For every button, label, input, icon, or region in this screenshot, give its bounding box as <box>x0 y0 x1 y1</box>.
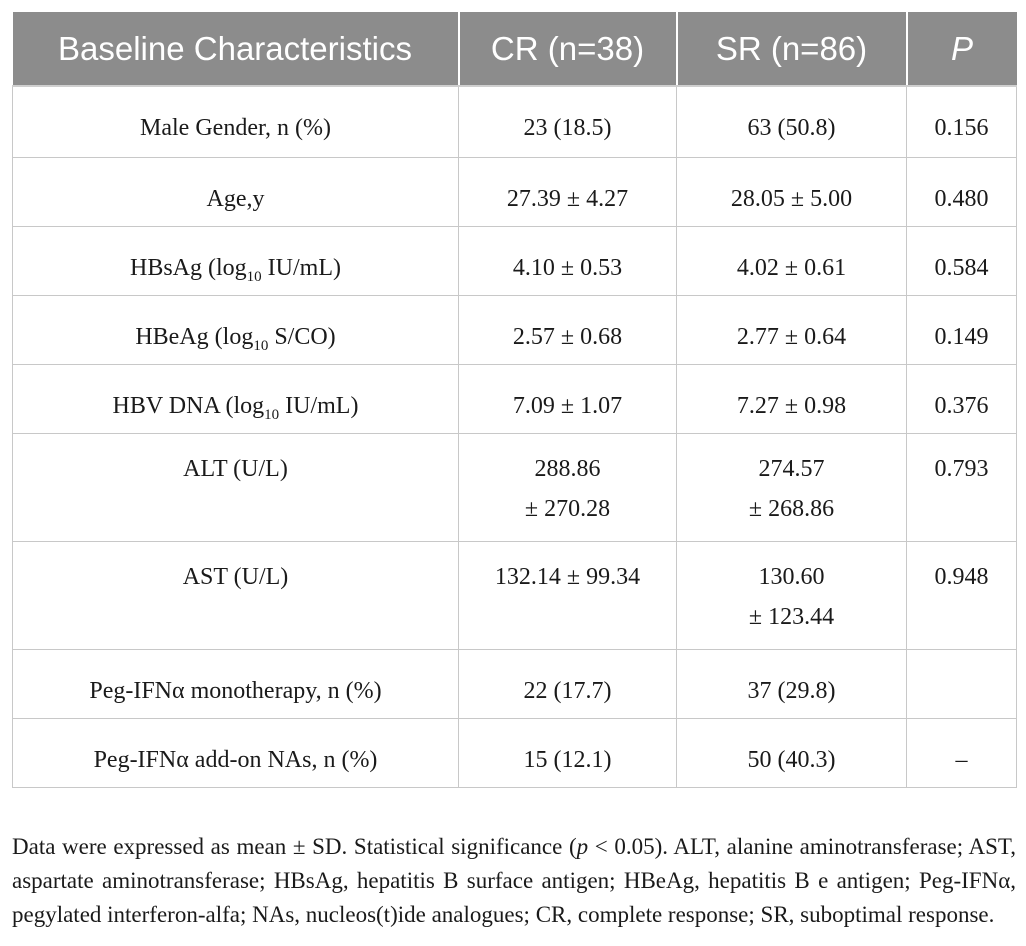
cr-value: 23 (18.5) <box>459 86 677 157</box>
cr-value: 7.09 ± 1.07 <box>459 364 677 433</box>
cr-value: 4.10 ± 0.53 <box>459 226 677 295</box>
table-row <box>13 364 1017 433</box>
row-label-unit: IU/mL) <box>261 254 341 281</box>
header-sr: SR (n=86) <box>677 12 907 86</box>
p-value: 0.948 <box>907 541 1017 649</box>
p-value: 0.480 <box>907 157 1017 226</box>
log-subscript: 10 <box>246 268 262 285</box>
table-row <box>13 649 1017 718</box>
cr-value: 132.14 ± 99.34 <box>459 541 677 649</box>
header-baseline-characteristics: Baseline Characteristics <box>13 12 459 86</box>
row-label: Age,y <box>13 157 459 226</box>
log-subscript: 10 <box>253 337 269 354</box>
sr-value: 28.05 ± 5.00 <box>677 157 907 226</box>
sr-mean: 130.60 <box>758 563 825 590</box>
sr-value <box>677 541 907 649</box>
p-value: 0.793 <box>907 433 1017 541</box>
table-row <box>13 718 1017 787</box>
table-header-row <box>13 12 1017 86</box>
cr-value: 15 (12.1) <box>459 718 677 787</box>
sr-value: 50 (40.3) <box>677 718 907 787</box>
sr-value: 2.77 ± 0.64 <box>677 295 907 364</box>
table-row <box>13 226 1017 295</box>
row-label <box>13 226 459 295</box>
p-value <box>907 649 1017 718</box>
cr-value: 2.57 ± 0.68 <box>459 295 677 364</box>
row-label: Male Gender, n (%) <box>13 86 459 157</box>
p-value: 0.156 <box>907 86 1017 157</box>
row-label-text: HBsAg (log <box>130 254 247 281</box>
sr-value: 4.02 ± 0.61 <box>677 226 907 295</box>
header-cr: CR (n=38) <box>459 12 677 86</box>
row-label <box>13 295 459 364</box>
cr-value: 27.39 ± 4.27 <box>459 157 677 226</box>
sr-sd: ± 268.86 <box>748 495 835 522</box>
p-value: 0.584 <box>907 226 1017 295</box>
cr-sd: ± 270.28 <box>524 495 611 522</box>
row-label-text: HBV DNA (log <box>112 392 265 419</box>
table-row <box>13 433 1017 541</box>
header-p: P <box>907 12 1017 86</box>
p-value: 0.376 <box>907 364 1017 433</box>
row-label <box>13 364 459 433</box>
footnote-p-italic: p <box>576 834 589 859</box>
sr-value: 63 (50.8) <box>677 86 907 157</box>
table-row <box>13 86 1017 157</box>
row-label-text: HBeAg (log <box>135 323 254 350</box>
table-row <box>13 295 1017 364</box>
cr-mean: 288.86 <box>534 455 601 482</box>
row-label: Peg-IFNα add-on NAs, n (%) <box>13 718 459 787</box>
sr-sd: ± 123.44 <box>748 603 835 630</box>
log-subscript: 10 <box>264 406 280 423</box>
table-row <box>13 541 1017 649</box>
cr-value: 22 (17.7) <box>459 649 677 718</box>
row-label-unit: IU/mL) <box>279 392 359 419</box>
table-row <box>13 157 1017 226</box>
footnote-text-end: < 0.05). ALT, alanine aminotransferase; AST, aspartate aminotransferase; HBsAg, hepatitis B surface antigen; HBeAg, hepatitis B e antigen; Peg-IFNα, pegylated interferon-alfa; NAs, nucleos(t)ide analogues; CR, complete response; SR, suboptimal response. <box>12 834 1016 927</box>
p-value: 0.149 <box>907 295 1017 364</box>
footnote-text-start: Data were expressed as mean ± SD. Statistical significance ( <box>12 834 577 859</box>
row-label: Peg-IFNα monotherapy, n (%) <box>13 649 459 718</box>
sr-value: 7.27 ± 0.98 <box>677 364 907 433</box>
p-value: – <box>907 718 1017 787</box>
row-label: AST (U/L) <box>13 541 459 649</box>
sr-value: 37 (29.8) <box>677 649 907 718</box>
baseline-characteristics-table <box>12 12 1017 788</box>
cr-value <box>459 433 677 541</box>
row-label-unit: S/CO) <box>268 323 336 350</box>
sr-mean: 274.57 <box>758 455 825 482</box>
baseline-characteristics-table-container <box>12 12 1016 788</box>
sr-value <box>677 433 907 541</box>
table-footnote <box>12 830 1016 932</box>
row-label: ALT (U/L) <box>13 433 459 541</box>
